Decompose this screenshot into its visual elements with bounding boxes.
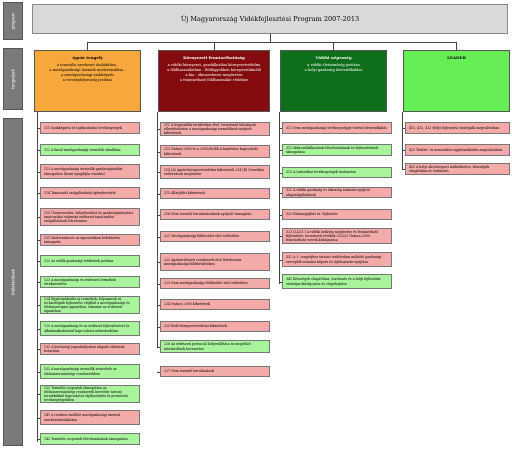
measures-row-label (3, 118, 23, 446)
measure-text: 223 Nem mezőgazdasági földterület első erdősítése (164, 281, 248, 286)
measure-text: 321 A vidéki gazdaság és lakosság számára nyújtott alapszolgáltatások (286, 188, 371, 197)
measure-box (160, 231, 270, 242)
measure-text: 214 (A) Agrár-környezetvédelmi kifizetések 214 (B) Genetikai erőforrások megőrzése (164, 167, 264, 176)
measure-box (40, 410, 140, 425)
measure-text: 112 A fiatal mezőgazdasági termelők elindítása (44, 147, 121, 152)
measure-text: 121 Modernizációs az ágazatokban befektetési támogatás (44, 235, 120, 244)
axis-3-box (280, 50, 387, 112)
measure-box (282, 274, 392, 289)
measure-text: 131 A közösségi jogszabályokon alapuló előírások betartása (44, 344, 125, 353)
measure-box (160, 253, 270, 271)
measure-text: 122 Az erdők gazdasági értékének javítása (44, 258, 114, 263)
axis-1-line: a mezőgazdasági szakképzés (61, 73, 114, 78)
measure-box (405, 144, 510, 156)
column-spine (279, 112, 280, 284)
measure-text: 431 A helyi akciócsoport működtetése, készségek elsajátítása és ösztönzés (409, 164, 490, 173)
measure-text: 215 Állatjóléti kifizetések (164, 191, 206, 196)
program-label-text: program (10, 12, 16, 30)
measure-text: 216 Nem termelő beruházásoknak nyújtott támogatás (164, 212, 252, 217)
measure-text: 142 Termelői csoportok létrehozásának támogatása (44, 436, 128, 441)
program-row-label (3, 2, 23, 40)
measure-box (160, 145, 270, 158)
measure-box (160, 122, 270, 136)
measure-box (282, 144, 392, 156)
column-spine (157, 112, 158, 347)
measure-text: 141 A részben önellátó mezőgazdasági üzemek szerkezetátalakítása (44, 413, 121, 422)
axis-1-line: a tenurális szerkezet átalakítása , (56, 63, 119, 68)
measure-text: 322 Falumegújítás és -fejlesztés (286, 212, 338, 217)
measure-box (40, 208, 140, 226)
axis-2-line: a földhasználatban : földügyekben környezetkímélő (167, 68, 261, 73)
measure-box (160, 340, 270, 353)
measure-text: 226 Az erdészeti potenciál helyreállítása és megelőző intézkedések bevezetése (164, 342, 251, 351)
measure-box (160, 209, 270, 220)
axis-4-box (403, 50, 510, 112)
connector-line (214, 42, 215, 50)
axis-3-line: a helyi gazdaság diverzifikálása (304, 68, 363, 73)
column-spine (37, 112, 38, 442)
axes-row-label (3, 48, 23, 110)
measure-box (405, 122, 510, 134)
program-title-box (32, 4, 508, 34)
measure-text: 227 Nem termelő beruházások (164, 369, 214, 374)
measure-box (282, 187, 392, 198)
measure-text: 313 A turisztikai tevékenységek ösztönzése (286, 170, 357, 175)
measure-box (40, 321, 140, 336)
measure-box (282, 228, 392, 244)
measure-box (160, 299, 270, 310)
measure-box (40, 164, 140, 179)
measure-text: 111 Szakképzési és tájékoztatási tevékenységek (44, 125, 122, 130)
axes-label-text: tengelyek (10, 69, 16, 89)
measure-text: 123 A mezőgazdasági és erdészeti termékek értéknövelése (44, 277, 116, 286)
axis-1-title: Agrár tengely (72, 55, 103, 60)
measure-box (40, 343, 140, 355)
program-title: Új Magyarország Vidékfejlesztési Program 2007-2013 (180, 15, 360, 23)
measure-box (40, 187, 140, 199)
measure-box (282, 252, 392, 267)
measure-text: 211 A hegyvidéki területeken lévő, természeti hátrányok ellentételezése a mezőgazdasági termelőknek nyújtott kifizetések (164, 122, 256, 136)
measure-box (282, 122, 392, 134)
measure-box (40, 433, 140, 445)
column-spine (402, 112, 403, 170)
measure-box (40, 234, 140, 246)
measure-box (160, 188, 270, 199)
measure-text: 222 Agrárerdészeti rendszerek első létrehozása mezőgazdasági földterületeken (164, 257, 242, 266)
measure-box (40, 276, 140, 288)
axis-2-line: a vidéki környezet, gazdálkodási környezetvédelmi (167, 63, 261, 68)
measure-text: 224 Natura 2000 kifizetések (164, 302, 210, 307)
measure-text: 221 Mezőgazdasági földterület első erdősítése (164, 234, 240, 239)
measure-text: 124 Együttműködés új termékek, folyamatok és technológiák fejlesztése céljából a mezőgazdasági és élelmiszeripari ágazatban, valamint az erdészeti ágazatban (44, 296, 130, 314)
measure-text: 125 A mezőgazdaság és az erdészet fejlesztésével és alkalmazkodásával kapcsolatos infrastruktúra (44, 324, 130, 333)
measure-text: 312 Mikrovállalkozások létrehozásának és fejlesztésének támogatása (286, 145, 379, 154)
measure-box (40, 144, 140, 156)
axis-3-line: a vidéki életminőség javítása (307, 63, 360, 68)
measure-box (160, 278, 270, 289)
axis-1-line: a mezőgazdasági üzemek modernizálása , (49, 68, 126, 73)
axis-2-title: Környezeti fenntarthatóság (183, 55, 245, 60)
measure-text: 213 Natura 2000 és a 2000/60/EK irányelvhez kapcsolódó kifizetések (164, 147, 258, 156)
measure-box (405, 163, 510, 175)
measure-text: 411, 412, 413 Helyi fejlesztési stratégiák megvalósítása (409, 125, 500, 130)
measures-label-text: intézkedések (10, 268, 16, 296)
measure-text: 133 Termelői csoportok támogatása az élelmiszerminőségi rendszerek keretébe tartozó termékekkel kapcsolatos tájékoztatási és promóciós tevékenységekben (44, 385, 129, 403)
measure-box (282, 167, 392, 178)
measure-text: 341 Készségek elsajátítása, ösztönzés és a helyi fejlesztési stratégia kidolgozása és végrehajtása (286, 277, 381, 286)
axis-1-box (34, 50, 141, 112)
measure-text: 132 A mezőgazdasági termelők részvétele az élelmiszerminőségi rendszerekben (44, 367, 117, 376)
measure-box (160, 165, 270, 179)
connector-line (333, 42, 334, 50)
measure-text: 115 Üzemvezetési, helyettesítési és gazdaságirányítási tanácsadási valamint erdészeti tanácsadási szolgáltatások létrehozása (44, 210, 133, 224)
measure-box (40, 255, 140, 267)
axis-2-box (158, 50, 270, 112)
measure-box (40, 364, 140, 379)
measure-text: 421 Terület- és nemzetközi együttműködés megvalósítása (409, 147, 503, 152)
connector-line (456, 42, 457, 50)
measure-box (160, 321, 270, 332)
axis-2-line: a fenntartható földhasználat védelme (179, 77, 249, 82)
measure-text: 323 (323/1.) A vidéki örökség megőrzése és fenntartható fejlesztése; természeti értékek (323/2) Natura 2000 fenntartható tervek kidolgozása (286, 229, 379, 243)
axis-4-title: LEADER (447, 55, 466, 60)
measure-text: 225 Erdő-környezetvédelmi kifizetések (164, 324, 227, 329)
measure-box (40, 296, 140, 314)
axis-1-line: a versenyképesség javítása (62, 77, 113, 82)
measure-box (40, 122, 140, 134)
measure-text: 311 Nem mezőgazdasági tevékenységgé történő diverzifikálás (286, 125, 387, 130)
measure-box (160, 366, 270, 377)
measure-text: 113 A mezőgazdasági termelők gazdaságátadási támogatása (korai nyugdíjba vonulás) (44, 167, 123, 176)
measure-text: 114 Tanácsadó szolgáltatások igénybevétele (44, 190, 116, 195)
measure-box (40, 385, 140, 403)
measure-text: 331 A 3. tengelyhez tartozó területeken működő gazdasági szereplők számára képzés és tájékoztatás nyújtása (286, 255, 382, 264)
axis-3-title: Vidéki népesség (315, 55, 352, 60)
connector-line (87, 42, 88, 50)
connector-line (270, 34, 271, 42)
measure-box (282, 209, 392, 220)
axis-2-line: a bio-, ökoszerkezet megőrzése (185, 73, 243, 78)
connector-line (87, 42, 457, 43)
